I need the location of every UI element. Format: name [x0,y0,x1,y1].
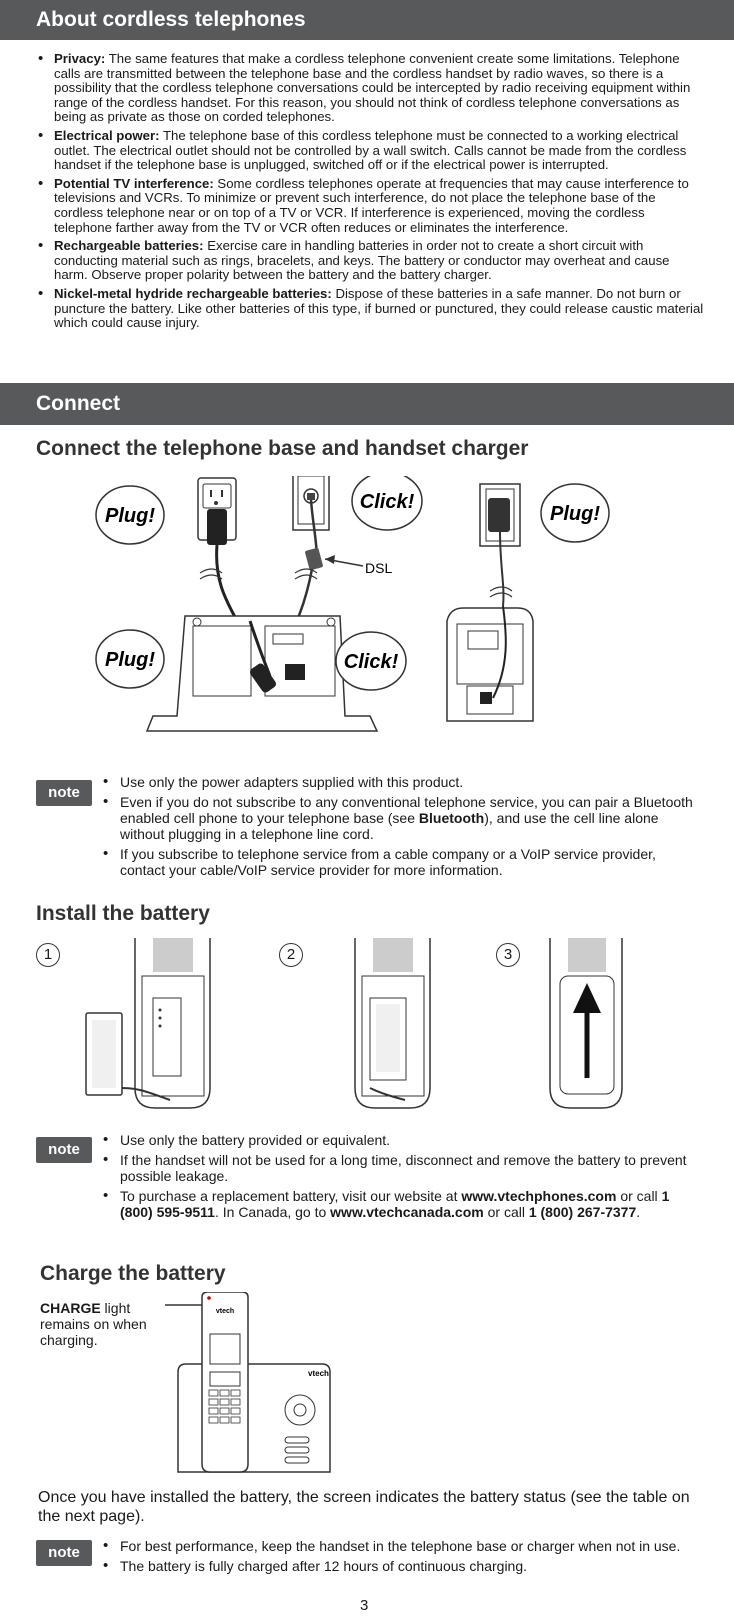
connect-note-badge: note [36,780,92,806]
base-brand-label: vtech [308,1369,329,1378]
about-item-privacy: • Privacy: The same features that make a cordless telephone convenient create some limitations. Telephone calls are transmitted between the telephone base and the cordless handset by radio waves, so there is a possibility that the cordless telephone conversations could be intercepted by radio receiving equipment within range of the cordless handset. For this reason, you should not think of cordless telephone conversations as being as private as those on corded telephones. [36,52,704,125]
connect-subtitle: Connect the telephone base and handset charger [36,437,529,460]
vtech-phone-number: 1 (800) 595-9511 [120,1188,670,1220]
connect-note-item: • Use only the power adapters supplied with this product. [103,774,693,790]
vtech-website-link[interactable]: www.vtechphones.com [461,1188,617,1204]
about-item-tv-interference: • Potential TV interference: Some cordless telephones operate at frequencies that may cause interference to televisions and VCRs. To minimize or prevent such interference, do not place the telephone base of the cordless telephone near or on top of a TV or VCR. If interference is experienced, moving the cordless telephone farther away from the TV or VCR often reduces or eliminates the interference. [36,177,704,235]
charge-notes-list [103,1538,693,1578]
charger-outlet-icon [480,484,520,606]
charge-note-badge: note [36,1540,92,1566]
install-battery-illustration [80,938,640,1118]
handset-back-battery-inserted-icon [355,938,430,1108]
svg-text:Plug!: Plug! [105,505,155,527]
connect-illustration [95,476,665,756]
connect-section-title: Connect [36,392,120,415]
dsl-label: DSL [365,560,393,576]
handset-back-open-icon [86,938,210,1108]
about-item-electrical-power: • Electrical power: The telephone base of this cordless telephone must be connected to a working electrical outlet. The electrical outlet should not be controlled by a wall switch. Calls cannot be made from the cordless handset if the telephone base is unplugged, switched off or if the electrical power is interrupted. [36,129,704,173]
about-item-rechargeable-batteries: • Rechargeable batteries: Exercise care in handling batteries in order not to create a short circuit with conducting material such as rings, bracelets, and keys. The battery or conductor may overheat and cause harm. Observe proper polarity between the battery and the battery charger. [36,239,704,283]
about-list [36,52,704,335]
charge-note-item: • For best performance, keep the handset in the telephone base or charger when not in use. [103,1538,693,1554]
click-callout-jack [352,476,422,530]
charge-battery-subtitle: Charge the battery [40,1262,226,1285]
plug-callout-base [96,630,164,688]
step-1-badge: 1 [36,943,60,967]
battery-note-item: • Use only the battery provided or equivalent. [103,1132,693,1148]
plug-callout-charger [541,484,609,542]
page-number: 3 [360,1597,369,1614]
connect-note-item: • Even if you do not subscribe to any conventional telephone service, you can pair a Bluetooth enabled cell phone to your telephone base (see Bluetooth), and use the cell line alone without plugging in a telephone line cord. [103,794,693,842]
telephone-base-front-icon [178,1364,330,1472]
vtech-canada-website-link[interactable]: www.vtechcanada.com [330,1204,484,1220]
phone-jack-icon [293,476,329,561]
about-section-header [0,0,734,40]
battery-note-item: • To purchase a replacement battery, visit our website at www.vtechphones.com or call 1 (800) 595-9511. In Canada, go to www.vtechcanada.com or call 1 (800) 267-7377. [103,1188,693,1220]
click-callout-base [336,632,406,690]
charge-note-item: • The battery is fully charged after 12 hours of continuous charging. [103,1558,693,1574]
step-3-badge: 3 [496,943,520,967]
connect-notes-list [103,774,693,882]
battery-note-item: • If the handset will not be used for a long time, disconnect and remove the battery to prevent possible leakage. [103,1152,693,1184]
svg-text:Plug!: Plug! [550,503,600,525]
battery-notes-list [103,1132,693,1224]
svg-text:Click!: Click! [343,651,399,673]
svg-text:Click!: Click! [359,491,415,513]
plug-callout-outlet [96,486,164,544]
svg-text:Plug!: Plug! [105,649,155,671]
charge-status-paragraph: Once you have installed the battery, the screen indicates the battery status (see the table on the next page). [38,1489,690,1525]
step-2-badge: 2 [279,943,303,967]
about-section-title: About cordless telephones [36,8,306,31]
install-battery-subtitle: Install the battery [36,902,210,925]
about-item-nimh-batteries: • Nickel-metal hydride rechargeable batteries: Dispose of these batteries in a safe manner. Do not burn or puncture the battery. Like other batteries of this type, if burned or punctured, they could release caustic material which could cause injury. [36,287,704,331]
charge-light-callout: CHARGE light remains on when charging. [40,1300,147,1348]
connect-note-item: • If you subscribe to telephone service from a cable company or a VoIP service provider, contact your cable/VoIP service provider for more information. [103,846,693,878]
battery-note-badge: note [36,1137,92,1163]
charge-illustration [150,1292,340,1477]
connect-section-header [0,383,734,425]
vtech-canada-phone-number: 1 (800) 267-7377 [528,1204,637,1220]
handset-charger-icon [447,606,533,721]
handset-brand-label: vtech [215,1308,235,1315]
handset-back-cover-closed-icon [550,938,622,1108]
handset-front-icon [202,1292,248,1472]
